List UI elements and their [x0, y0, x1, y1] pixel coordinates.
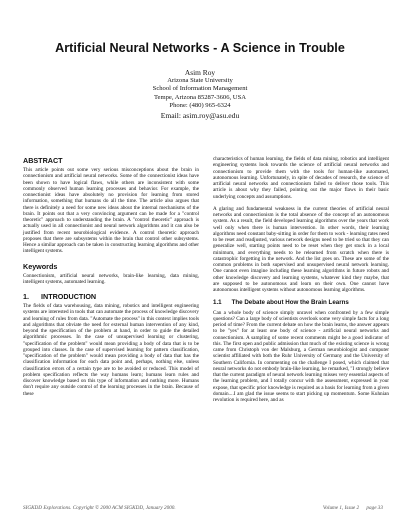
affiliation-line: Arizona State University	[167, 77, 233, 84]
keywords-text: Connectionism, artificial neural networks, brain-like learning, data mining, intelligent systems, automated learning.	[23, 272, 199, 285]
introduction-paragraph: characteristics of human learning, the fields of data mining, robotics and intelligent engineering systems look towards the science of artificial neural networks and connectionism to provide them with the tools for human-like automated, autonomous learning. Unfortunately, in spite of decades of research, the science of artificial neural networks and connectionism failed to deliver those tools. This article is about why they failed, pointing out the major flaws in their basic underlying concepts and assumptions.	[213, 156, 389, 200]
left-column	[23, 156, 199, 397]
section-title: INTRODUCTION	[41, 292, 97, 301]
affiliation-line: Tempe, Arizona 85287-3606, USA	[153, 93, 247, 101]
author-email: Email: asim.roy@asu.edu	[160, 110, 240, 120]
author-name: Asim Roy	[184, 68, 216, 77]
affiliation-line: School of Information Management	[152, 85, 248, 93]
paper-title: Artificial Neural Networks - A Science in Trouble	[55, 41, 345, 55]
author-phone: Phone: (480) 965-6324	[169, 102, 231, 110]
footer-volume: Volume 1, Issue 2	[322, 505, 360, 511]
introduction-heading	[23, 292, 199, 301]
subsection-number: 1.1	[213, 299, 222, 307]
abstract-heading: ABSTRACT	[23, 156, 63, 165]
abstract-text: This article points out some very serious misconceptions about the brain in connectionism and artificial neural networks. Some of the connectionist ideas have been shown to have logical flaws, while others are inconsistent with some commonly observed human learning processes and behavior. For example, the connectionist ideas have absolutely no provision for learning from stored information, something that humans do all the time. The article also argues that there is definitely a need for some new ideas about the internal mechanisms of the brain. It points out that a very convincing argument can be made for a "control theoretic" approach to understanding the brain. A "control theoretic" approach is actually used in all connectionist and neural network algorithms and it can also be justified from recent neurobiological evidence. A control theoretic approach proposes that there are subsystems within the brain that control other subsystems. Hence a similar approach can be taken in constructing learning algorithms and other intelligent systems.	[23, 167, 199, 255]
introduction-paragraph: The fields of data warehousing, data mining, robotics and intelligent engineering systems are interested in tools that can automate the process of knowledge discovery and learning of rules from data. "Automate the process" in this context implies tools and algorithms that obviate the need for external human intervention of any kind, beyond the specification of the problem at hand, in order to guide the detailed algorithmic processes. In the case of unsupervised learning or clustering, "specification of the problem" would mean providing a body of data that is to be grouped into classes. In the case of supervised learning for pattern classification, "specification of the problem" would mean providing a body of data that has the classification information for each data point and, perhaps, nothing else, unless classification errors of a certain type are to be avoided or reduced. This model of problem specification reflects the way humans learn; humans learn rules and discover knowledge based on this type of information and nothing more. Humans don't require any outside control of the learning processes in the brain. Because of these	[23, 303, 199, 397]
subsection-title: The Debate about How the Brain Learns	[231, 299, 349, 307]
keywords-heading: Keywords	[23, 261, 58, 271]
right-column	[213, 156, 389, 403]
author-block	[100, 68, 300, 120]
footer-page-number: page 33	[366, 505, 383, 511]
footer-right	[317, 505, 383, 511]
page-footer	[23, 505, 383, 511]
introduction-paragraph: A glaring and fundamental weakness in the current theories of artificial neural networks and connectionism is the total absence of the concept of an autonomous system. As a result, the field developed learning algorithms over the years that work well only when there is human intervention. In other words, their learning algorithms need constant baby-sitting in order for them to work - learning rates need to be reset and readjusted, various network designs need to be tried so that they can generalize well, starting points need to be reset when they get stuck in a local minimum, and everything needs to be relearned from scratch when there is catastrophic forgetting in the network. And the list goes on. These are some of the common problems in both supervised and unsupervised neural network learning. One cannot even imagine including these learning algorithms in future robots and other knowledge discovery and learning systems, whatever kind they maybe, that are supposed to be autonomous and learn on their own. One cannot have autonomous intelligent systems without autonomous learning algorithms.	[213, 205, 389, 293]
subsection-paragraph: Can a whole body of science simply unravel when confronted by a few simple questions? Can a large body of scientists overlook some very simple facts for a long period of time? From the current debate on how the brain learns, the answer appears to be "yes" for at least one body of science - artificial neural networks and connectionism. A sampling of some recent comments might be a good indicator of this. The first open and public admission that much of the existing science is wrong came from Christoph von der Malsburg, a German neurobiologist and computer scientist affiliated with both the Ruhr University of Germany and the University of Southern California. In commenting on the challenge I posed, which claimed that neural networks do not embody brain-like learning, he remarked, "I strongly believe that the current paradigm of neural network learning misses very essential aspects of the learning problem, and I totally concur with the assessment, expressed in your expose, that specific prior knowledge is required as a basis for learning from a given domain....I am glad the issue seems to start picking up momentum. Some Kuhnian revolution is required here, and as	[213, 309, 389, 404]
footer-journal: SIGKDD Explorations. Copyright © 2000 ACM SIGKDD, January 2000.	[23, 505, 176, 511]
section-number: 1.	[23, 292, 29, 301]
subsection-heading	[213, 299, 389, 306]
